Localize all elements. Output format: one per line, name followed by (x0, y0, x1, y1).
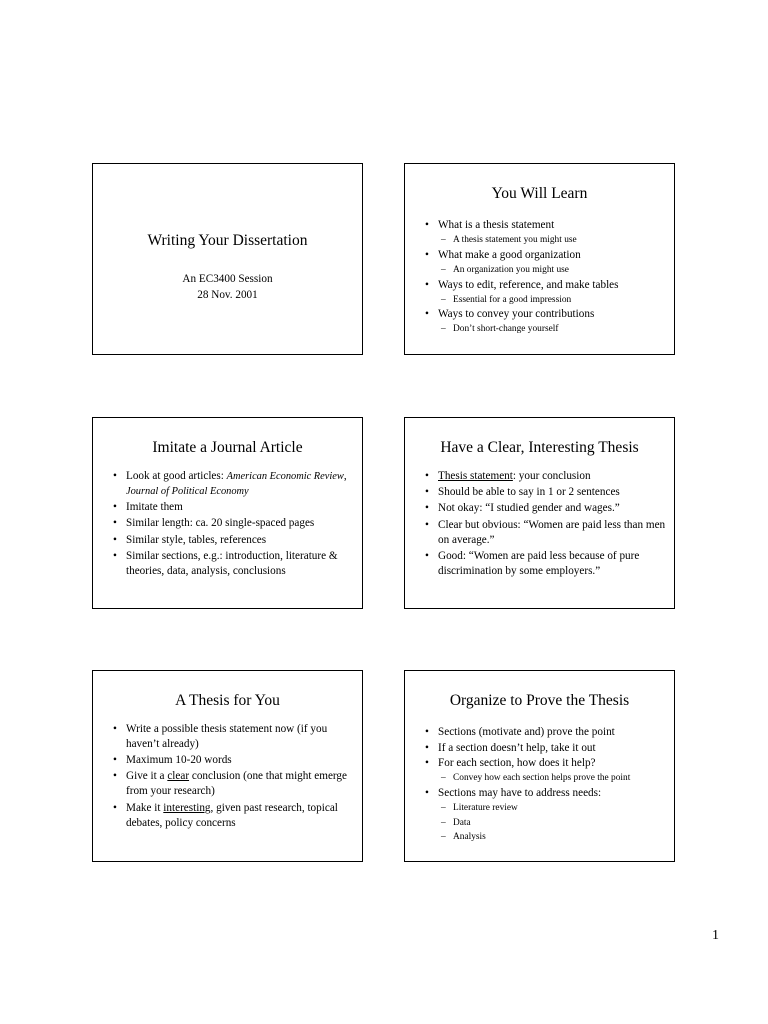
bullet-text: conclusion (one that might emerge from your research) (126, 770, 347, 798)
bullet-list (113, 469, 354, 580)
list-item (425, 756, 666, 786)
session-date: 28 Nov. 2001 (197, 289, 258, 301)
list-item: • Similar sections, e.g.: introduction, literature & theories, data, analysis, conclusions (113, 549, 354, 579)
bullet-text: What make a good organization (438, 248, 581, 261)
separator: , (343, 470, 347, 482)
bullet-text: Sections may have to address needs: (438, 787, 602, 799)
list-item: • Similar style, tables, references (113, 533, 354, 548)
bullet-text: Ways to edit, reference, and make tables (438, 278, 619, 291)
underlined-term: clear (167, 770, 190, 783)
sub-item: – Don’t short-change yourself (438, 322, 666, 336)
sub-item: – Convey how each section helps prove the point (438, 771, 666, 786)
sub-item: – Literature review (438, 801, 666, 816)
list-item (113, 769, 354, 799)
list-item: • Good: “Women are paid less because of pure discrimination by some employers.” (425, 549, 666, 579)
underlined-term: interesting (163, 801, 211, 814)
sub-item: – An organization you might use (438, 263, 666, 277)
list-item (425, 218, 666, 247)
slide-heading: Have a Clear, Interesting Thesis (440, 439, 639, 456)
list-item (425, 307, 666, 336)
list-item: • Not okay: “I studied gender and wages.” (425, 501, 666, 516)
slide-clear-thesis (404, 417, 675, 609)
bullet-list (113, 722, 354, 832)
session-name: An EC3400 Session (182, 273, 273, 285)
list-item (425, 786, 666, 845)
journal-name: American Economic Review (226, 471, 344, 482)
bullet-list (425, 469, 666, 580)
bullet-text: Make it (126, 801, 164, 814)
sub-item: – A thesis statement you might use (438, 233, 666, 247)
sub-item: – Analysis (438, 830, 666, 845)
bullet-list (425, 725, 666, 845)
journal-name: Journal of Political Economy (126, 486, 249, 497)
slide-organize (404, 670, 675, 862)
bullet-text: For each section, how does it help? (438, 757, 596, 769)
page-number: 1 (712, 928, 719, 943)
underlined-term: Thesis statement (438, 470, 513, 482)
bullet-text: Look at good articles: (126, 470, 227, 482)
list-item (113, 801, 354, 831)
slide-heading: Imitate a Journal Article (152, 439, 303, 456)
slide-heading: Organize to Prove the Thesis (449, 692, 630, 709)
list-item (425, 278, 666, 307)
list-item: • Should be able to say in 1 or 2 sentences (425, 485, 666, 500)
bullet-text: , given past research, topical debates, policy concerns (126, 801, 338, 829)
list-item: • Maximum 10-20 words (113, 753, 354, 768)
slide-you-will-learn (404, 163, 675, 355)
slide-heading: You Will Learn (491, 185, 588, 202)
list-item (425, 469, 666, 484)
bullet-text: Ways to convey your contributions (438, 308, 595, 321)
list-item: • Sections (motivate and) prove the point (425, 725, 666, 740)
list-item: • Clear but obvious: “Women are paid less than men on average.” (425, 518, 666, 548)
slide-thesis-for-you (92, 670, 363, 862)
slide-imitate-journal (92, 417, 363, 609)
slide-title (92, 163, 363, 355)
bullet-text: Give it a (126, 770, 168, 783)
slide-title-heading: Writing Your Dissertation (147, 232, 308, 249)
list-item: • Write a possible thesis statement now (if you haven’t already) (113, 722, 354, 752)
list-item: • Similar length: ca. 20 single-spaced pages (113, 516, 354, 531)
bullet-list (425, 218, 666, 337)
list-item: • If a section doesn’t help, take it out (425, 741, 666, 756)
sub-item: – Data (438, 816, 666, 831)
sub-item: – Essential for a good impression (438, 293, 666, 307)
list-item (113, 469, 354, 499)
slide-heading: A Thesis for You (175, 692, 280, 709)
bullet-text: : your conclusion (512, 470, 591, 482)
list-item: • Imitate them (113, 500, 354, 515)
bullet-text: What is a thesis statement (438, 219, 555, 231)
list-item (425, 248, 666, 277)
